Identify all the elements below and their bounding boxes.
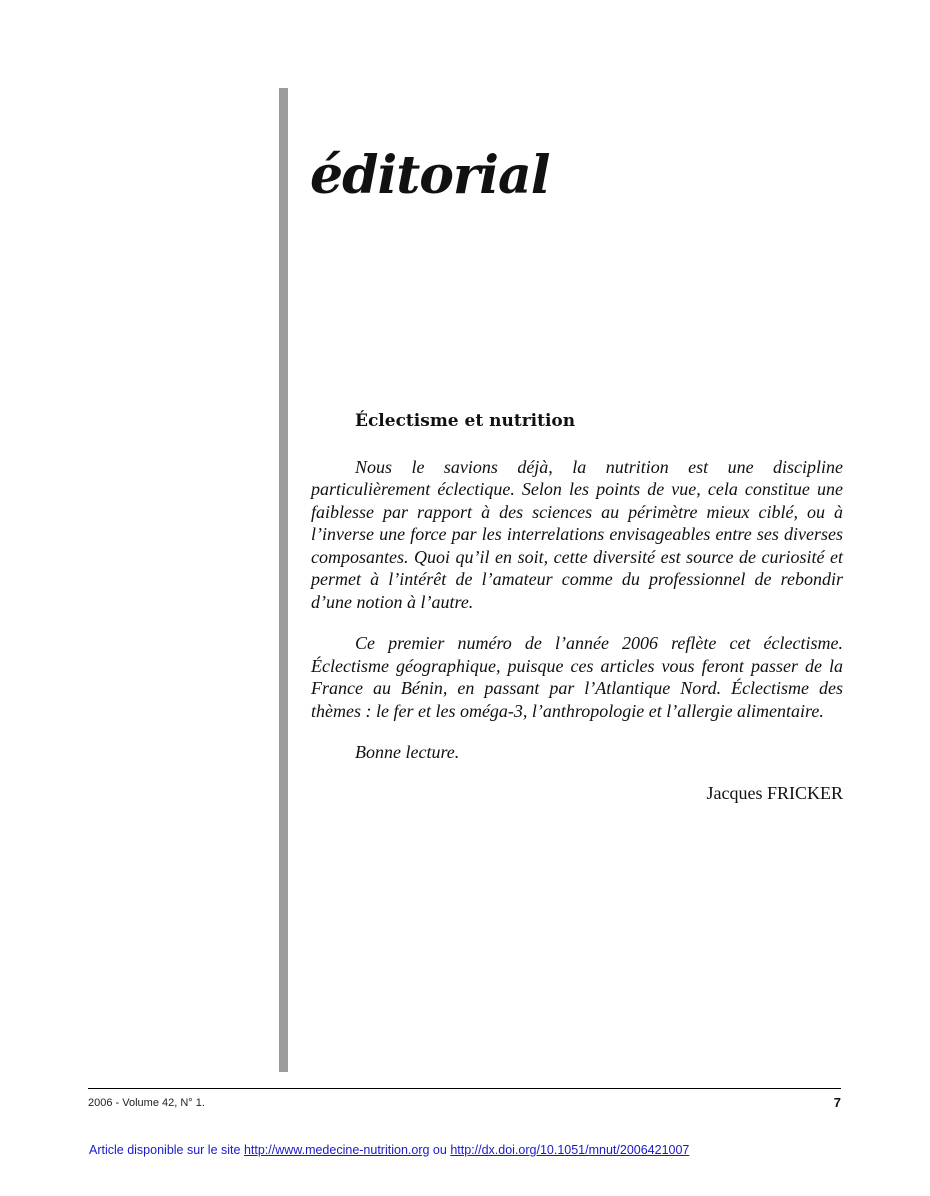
availability-connector: ou	[429, 1143, 451, 1157]
section-heading: éditorial	[310, 145, 550, 206]
issue-info: 2006 - Volume 42, N° 1.	[88, 1097, 205, 1109]
article-title: Éclectisme et nutrition	[355, 411, 576, 431]
paragraph-intro: Nous le savions déjà, la nutrition est une discipline particulièrement éclectique. Selon les points de vue, cela constitue une faiblesse par rapport à des sciences au périmètre mieux ciblé, ou à l’inverse une force par les interrelations envisageables entre ses diverses composantes. Quoi qu’il en soit, cette diversité est source de curiosité et permet à l’intérêt de l’amateur comme du professionnel de rebondir d’une notion à l’autre.	[311, 456, 843, 612]
availability-prefix: Article disponible sur le site	[89, 1143, 244, 1157]
paragraph-closing: Bonne lecture.	[355, 742, 460, 763]
footer-divider	[88, 1088, 841, 1089]
availability-notice	[89, 1143, 689, 1157]
author-signature: Jacques FRICKER	[706, 782, 843, 803]
side-accent-bar	[279, 88, 288, 1072]
article-body	[311, 410, 843, 804]
doi-link[interactable]: http://dx.doi.org/10.1051/mnut/2006421007	[450, 1143, 690, 1157]
site-link[interactable]: http://www.medecine-nutrition.org	[243, 1143, 430, 1157]
page-number: 7	[833, 1095, 841, 1110]
paragraph-issue-summary: Ce premier numéro de l’année 2006 reflète cet éclectisme. Éclectisme géographique, puisque ces articles vous feront passer de la France au Bénin, en passant par l’Atlantique Nord. Éclectisme des thèmes : le fer et les oméga-3, l’anthropologie et l’allergie alimentaire.	[311, 633, 843, 721]
